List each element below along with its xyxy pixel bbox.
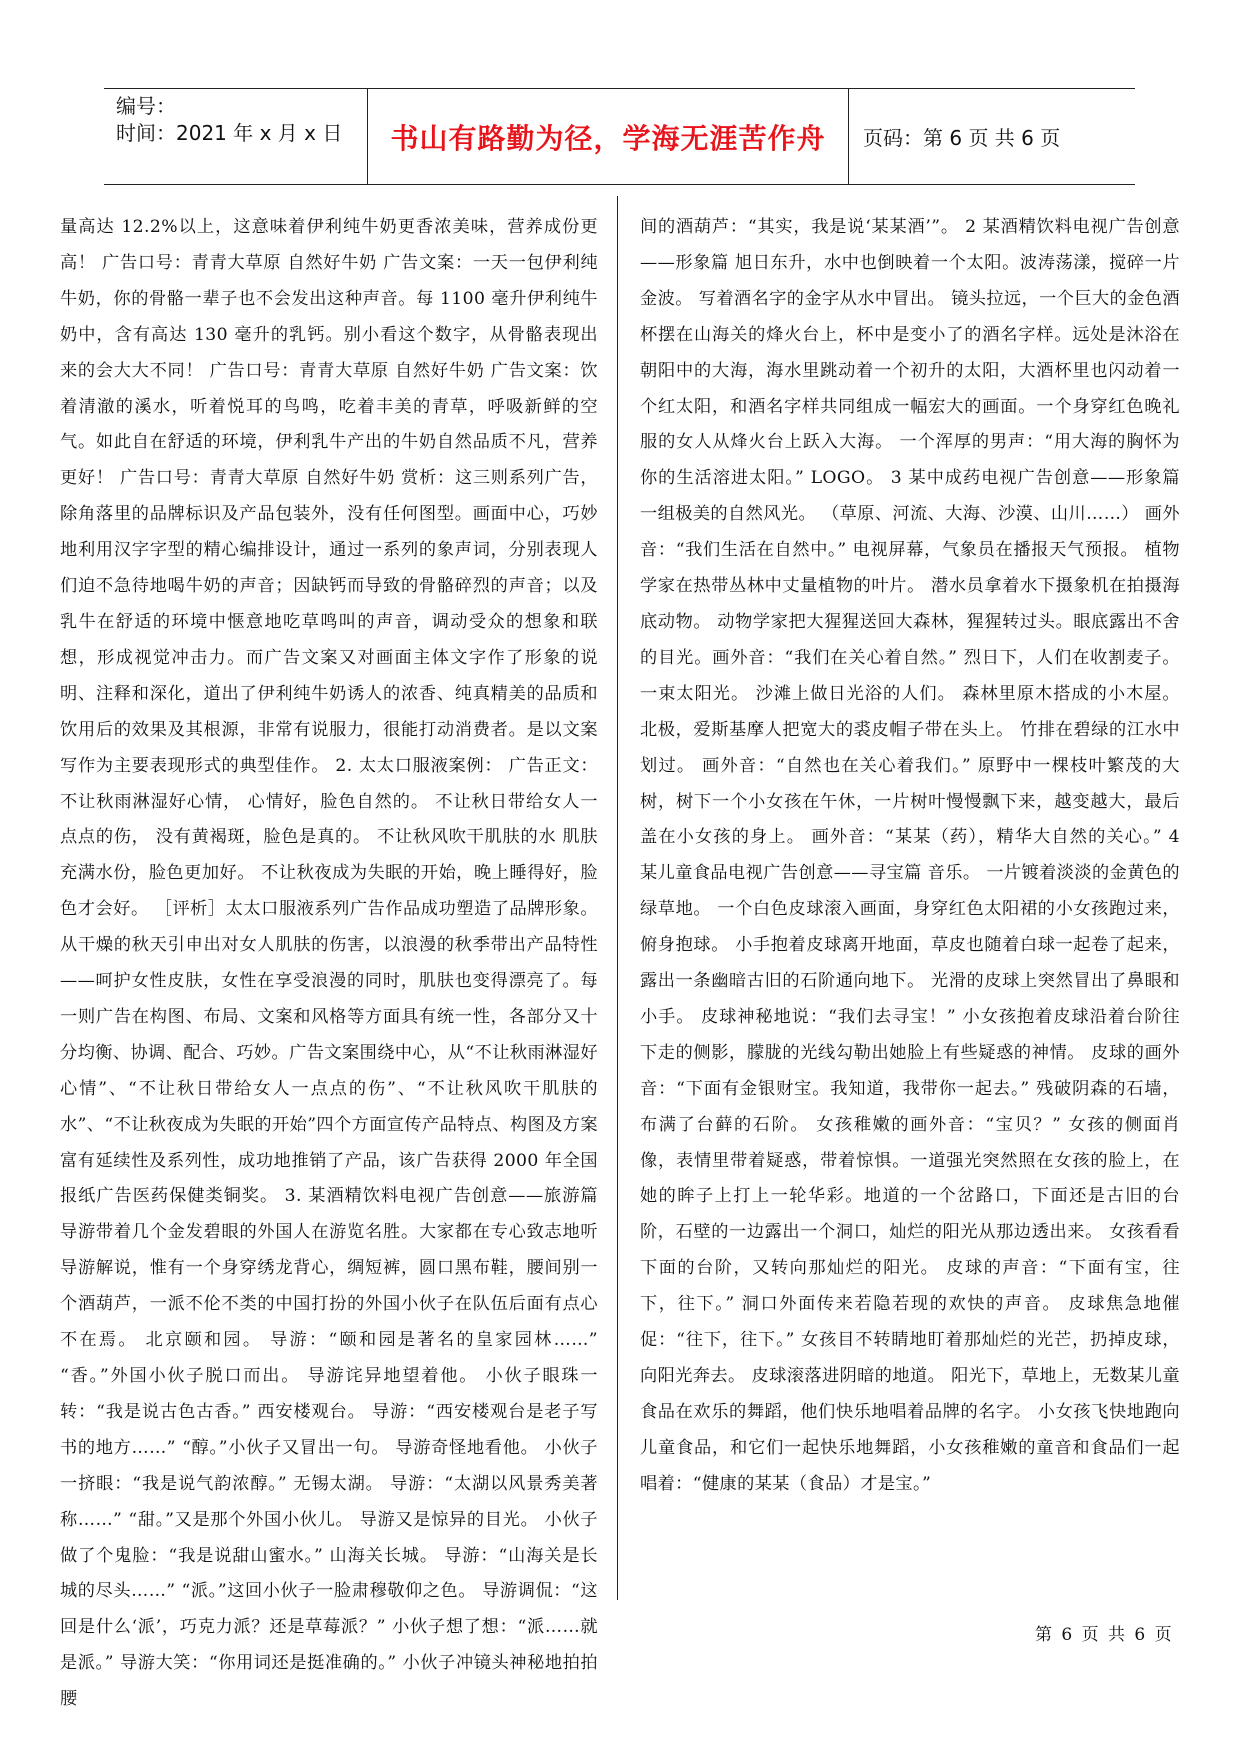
serial-label: 编号： bbox=[116, 94, 176, 118]
time-label: 时间：2021 年 x 月 x 日 bbox=[116, 121, 343, 145]
header-motto-cell bbox=[368, 89, 849, 184]
left-column-text: 量高达 12.2%以上，这意味着伊利纯牛奶更香浓美味，营养成份更高！ 广告口号：青青大草原 自然好牛奶 广告文案：一天一包伊利纯牛奶，你的骨骼一辈子也不会发出这种声音。每 1100 毫升伊利纯牛奶中，含有高达 130 毫升的乳钙。别小看这个数字，从骨骼表现出来的会大大不同！ 广告口号：青青大草原 自然好牛奶 广告文案：饮着清澈的溪水，听着悦耳的鸟鸣，吃着丰美的青草，呼吸新鲜的空气。如此自在舒适的环境，伊利乳牛产出的牛奶自然品质不凡，营养更好！ 广告口号：青青大草原 自然好牛奶 赏析：这三则系列广告，除角落里的品牌标识及产品包装外，没有任何图型。画面中心，巧妙地利用汉字字型的精心编排设计，通过一系列的象声词，分别表现人们迫不急待地喝牛奶的声音；因缺钙而导致的骨骼碎烈的声音；以及乳牛在舒适的环境中惬意地吃草鸣叫的声音，调动受众的想象和联想，形成视觉冲击力。而广告文案又对画面主体文字作了形象的说明、注释和深化，道出了伊利纯牛奶诱人的浓香、纯真精美的品质和饮用后的效果及其根源，非常有说服力，很能打动消费者。是以文案写作为主要表现形式的典型佳作。 2. 太太口服液案例： 广告正文： 不让秋雨淋湿好心情， 心情好，脸色自然的。 不让秋日带给女人一点点的伤， 没有黄褐斑，脸色是真的。 不让秋风吹干肌肤的水 肌肤充满水份，脸色更加好。 不让秋夜成为失眠的开始，晚上睡得好，脸色才会好。 ［评析］太太口服液系列广告作品成功塑造了品牌形象。从干燥的秋天引申出对女人肌肤的伤害，以浪漫的秋季带出产品特性——呵护女性皮肤，女性在享受浪漫的同时，肌肤也变得漂亮了。每一则广告在构图、布局、文案和风格等方面具有统一性，各部分又十分均衡、协调、配合、巧妙。广告文案围绕中心，从“不让秋雨淋湿好心情”、“不让秋日带给女人一点点的伤”、“不让秋风吹干肌肤的水”、“不让秋夜成为失眠的开始”四个方面宣传产品特点、构图及方案富有延续性及系列性，成功地推销了产品，该广告获得 2000 年全国报纸广告医药保健类铜奖。 3. 某酒精饮料电视广告创意——旅游篇 导游带着几个金发碧眼的外国人在游览名胜。大家都在专心致志地听导游解说，惟有一个身穿绣龙背心，绸短裤，圆口黑布鞋，腰间别一个酒葫芦，一派不伦不类的中国打扮的外国小伙子在队伍后面有点心不在焉。 北京颐和园。 导游：“颐和园是著名的皇家园林……” “香。”外国小伙子脱口而出。 导游诧异地望着他。 小伙子眼珠一转：“我是说古色古香。” 西安楼观台。 导游：“西安楼观台是老子写书的地方……” “醇。”小伙子又冒出一句。 导游奇怪地看他。 小伙子一挤眼：“我是说气韵浓醇。” 无锡太湖。 导游：“太湖以风景秀美著称……” “甜。”又是那个外国小伙儿。 导游又是惊异的目光。 小伙子做了个鬼脸：“我是说甜山蜜水。” 山海关长城。 导游：“山海关是长城的尽头……” “派。”这回小伙子一脸肃穆敬仰之色。 导游调侃：“这回是什么‘派’，巧克力派？还是草莓派？” 小伙子想了想：“派……就是派。” 导游大笑：“你用词还是挺准确的。” 小伙子冲镜头神秘地拍拍腰 bbox=[60, 217, 598, 1710]
footer-page-number: 第 6 页 共 6 页 bbox=[1035, 1625, 1174, 1645]
right-column-text: 间的酒葫芦：“其实，我是说‘某某酒’”。 2 某酒精饮料电视广告创意——形象篇 旭日东升，水中也倒映着一个太阳。波涛荡漾，搅碎一片金波。 写着酒名字的金字从水中冒出。 镜头拉远，一个巨大的金色酒杯摆在山海关的烽火台上，杯中是变小了的酒名字样。远处是沐浴在朝阳中的大海，海水里跳动着一个初升的太阳，大酒杯里也闪动着一个红太阳，和酒名字样共同组成一幅宏大的画面。一个身穿红色晚礼服的女人从烽火台上跃入大海。 一个浑厚的男声：“用大海的胸怀为你的生活溶进太阳。” LOGO。 3 某中成药电视广告创意——形象篇 一组极美的自然风光。 （草原、河流、大海、沙漠、山川……） 画外音：“我们生活在自然中。” 电视屏幕，气象员在播报天气预报。 植物学家在热带丛林中丈量植物的叶片。 潜水员拿着水下摄象机在拍摄海底动物。 动物学家把大猩猩送回大森林，猩猩转过头。眼底露出不舍的目光。画外音：“我们在关心着自然。” 烈日下，人们在收割麦子。 一束太阳光。 沙滩上做日光浴的人们。 森林里原木搭成的小木屋。 北极，爱斯基摩人把宽大的裘皮帽子带在头上。 竹排在碧绿的江水中划过。 画外音：“自然也在关心着我们。” 原野中一棵枝叶繁茂的大树，树下一个小女孩在午休，一片树叶慢慢飘下来，越变越大，最后盖在小女孩的身上。 画外音：“某某（药），精华大自然的关心。” 4 某儿童食品电视广告创意——寻宝篇 音乐。 一片镀着淡淡的金黄色的绿草地。 一个白色皮球滚入画面，身穿红色太阳裙的小女孩跑过来，俯身抱球。 小手抱着皮球离开地面，草皮也随着白球一起卷了起来，露出一条幽暗古旧的石阶通向地下。 光滑的皮球上突然冒出了鼻眼和小手。 皮球神秘地说：“我们去寻宝！” 小女孩抱着皮球沿着台阶往下走的侧影，朦胧的光线勾勒出她脸上有些疑惑的神情。 皮球的画外音：“下面有金银财宝。我知道，我带你一起去。” 残破阴森的石墙，布满了台藓的石阶。 女孩稚嫩的画外音：“宝贝？” 女孩的侧面肖像，表情里带着疑惑，带着惊惧。一道强光突然照在女孩的脸上，在她的眸子上打上一轮华彩。地道的一个岔路口，下面还是古旧的台阶，石壁的一边露出一个洞口，灿烂的阳光从那边透出来。 女孩看看下面的台阶，又转向那灿烂的阳光。 皮球的声音：“下面有宝，往下，往下。” 洞口外面传来若隐若现的欢快的声音。 皮球焦急地催促：“往下，往下。” 女孩目不转睛地盯着那灿烂的光芒，扔掉皮球，向阳光奔去。 皮球滚落进阴暗的地道。 阳光下，草地上，无数某儿童食品在欢乐的舞蹈，他们快乐地唱着品牌的名字。 小女孩飞快地跑向儿童食品，和它们一起快乐地舞蹈，小女孩稚嫩的童音和食品们一起唱着：“健康的某某（食品）才是宝。” bbox=[640, 217, 1180, 1494]
header-table bbox=[104, 88, 1135, 185]
header-meta-cell bbox=[104, 89, 368, 184]
column-divider bbox=[617, 196, 618, 1600]
header-page-label: 页码：第 6 页 共 6 页 bbox=[863, 126, 1061, 150]
motto-text: 书山有路勤为径，学海无涯苦作舟 bbox=[390, 121, 826, 155]
header-page-cell bbox=[849, 89, 1135, 184]
